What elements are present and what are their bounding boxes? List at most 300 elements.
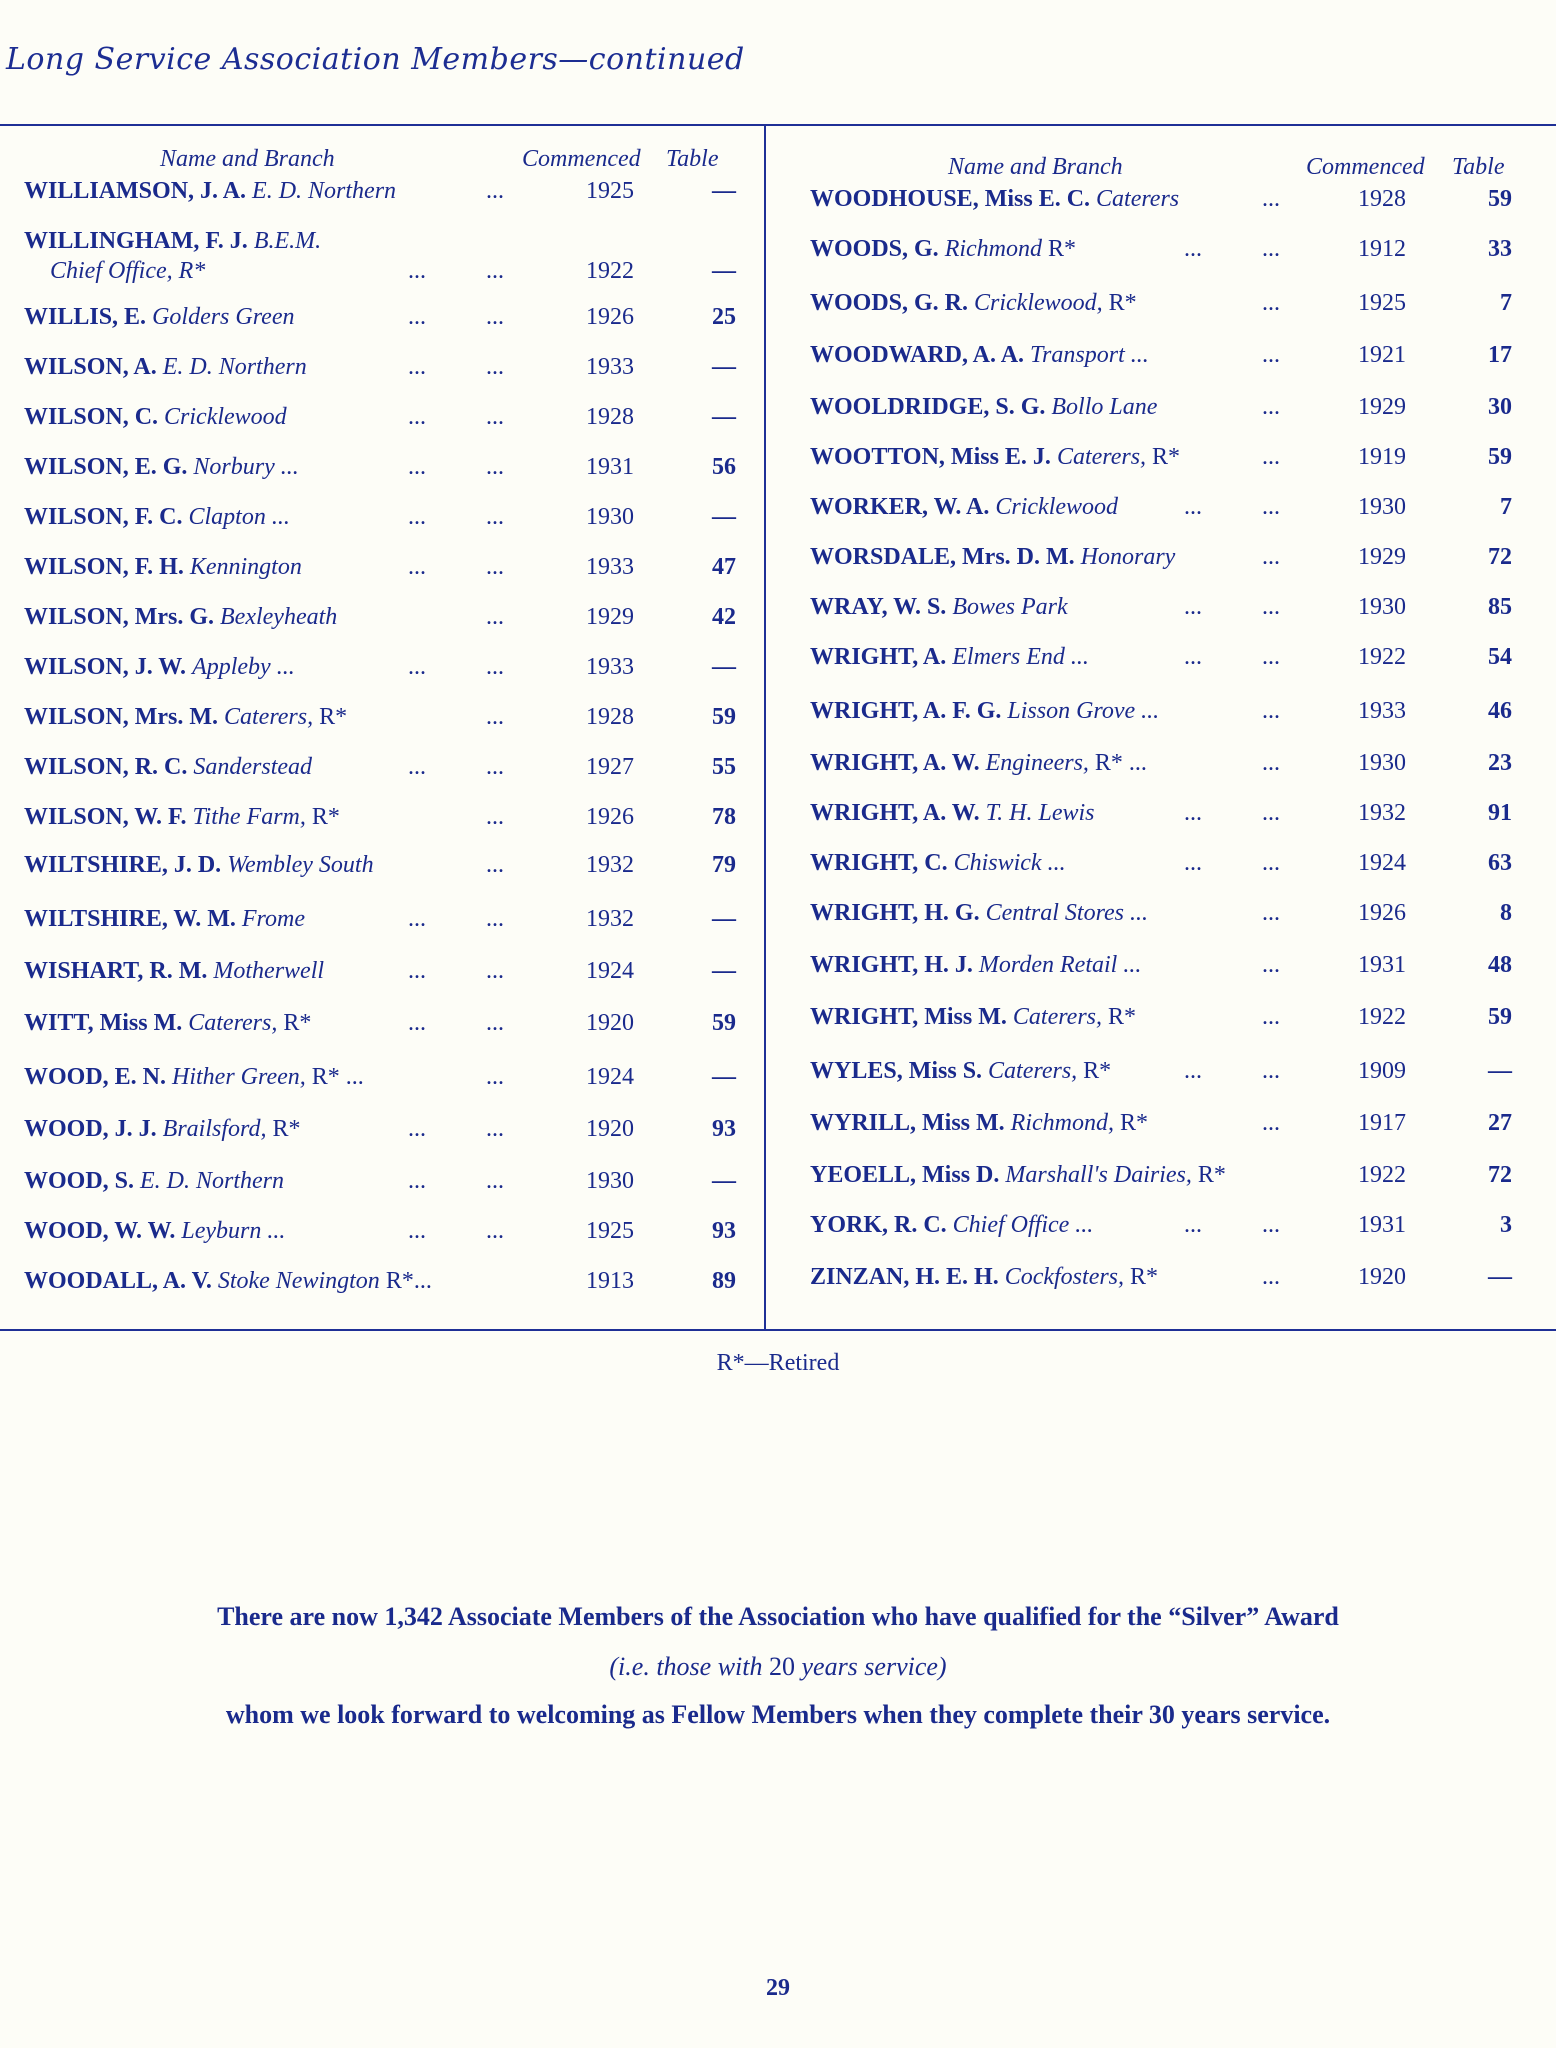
retired-mark: R* (1083, 1058, 1112, 1084)
member-branch: Caterers, (188, 1010, 278, 1036)
member-row (810, 952, 1540, 982)
leader-dots: ... (1262, 594, 1280, 620)
leader-dots: ... (1262, 1110, 1280, 1136)
leader-dots: ... (486, 304, 504, 330)
member-row (810, 644, 1540, 674)
table-number: — (712, 654, 736, 680)
member-row (810, 1110, 1540, 1140)
member-row (24, 1010, 744, 1040)
leader-dots: ... (1262, 850, 1280, 876)
leader-dots: ... (486, 852, 504, 878)
leader-dots: ... (1184, 1212, 1202, 1238)
member-row (24, 178, 744, 208)
member-row (24, 1268, 744, 1298)
table-number: 7 (1500, 494, 1512, 520)
table-number: 42 (712, 604, 736, 630)
member-row (810, 494, 1540, 524)
member-row (810, 1162, 1540, 1192)
commenced-year: 1929 (1358, 544, 1406, 570)
member-row (810, 750, 1540, 780)
member-branch: Bowes Park (952, 594, 1068, 620)
leader-dots: ... (408, 1116, 426, 1142)
commenced-year: 1932 (586, 906, 634, 932)
commenced-year: 1913 (586, 1268, 634, 1294)
leader-dots: ... (486, 804, 504, 830)
member-row (810, 698, 1540, 728)
table-number: 59 (712, 1010, 736, 1036)
table-number: 63 (1488, 850, 1512, 876)
table-number: 8 (1500, 900, 1512, 926)
leader-dots: ... (1262, 236, 1280, 262)
summary-line-1: There are now 1,342 Associate Members of the Association who have qualified for the “Silver” Award (217, 1602, 1339, 1631)
table-number: 79 (712, 852, 736, 878)
name-branch-header: Name and Branch (948, 154, 1123, 180)
table-number: 93 (712, 1116, 736, 1142)
member-row (24, 654, 744, 684)
member-name: WILSON, F. C. (24, 504, 183, 530)
retired-mark: R* (1130, 1264, 1159, 1290)
member-row (24, 1064, 744, 1094)
leader-dots: ... (408, 258, 426, 284)
table-number: 56 (712, 454, 736, 480)
table-number: 59 (1488, 1004, 1512, 1030)
leader-dots: ... (408, 1218, 426, 1244)
leader-dots: ... (408, 304, 426, 330)
summary-line-2 (0, 1652, 1556, 1682)
leader-dots: ... (408, 404, 426, 430)
commenced-year: 1933 (586, 654, 634, 680)
member-name: WOODS, G. (810, 236, 939, 262)
member-name: WOODALL, A. V. (24, 1268, 212, 1294)
leader-dots: ... (408, 454, 426, 480)
bottom-rule (0, 1329, 1556, 1331)
leader-dots: ... (1262, 1212, 1280, 1238)
leader-dots: ... (486, 258, 504, 284)
member-name: WISHART, R. M. (24, 958, 208, 984)
table-number: — (712, 504, 736, 530)
table-number: 3 (1500, 1212, 1512, 1238)
member-name: WRAY, W. S. (810, 594, 947, 620)
commenced-year: 1920 (586, 1116, 634, 1142)
member-row (810, 1212, 1540, 1242)
leader-dots: ... (486, 454, 504, 480)
leader-dots: ... (1184, 236, 1202, 262)
leader-dots: ... (1262, 394, 1280, 420)
retired-mark: R* (1152, 444, 1181, 470)
member-name: WOOLDRIDGE, S. G. (810, 394, 1046, 420)
table-number: 33 (1488, 236, 1512, 262)
commenced-year: 1925 (586, 1218, 634, 1244)
member-branch: Transport ... (1030, 342, 1149, 368)
member-branch: E. D. Northern (162, 354, 307, 380)
member-name: WRIGHT, H. G. (810, 900, 980, 926)
commenced-year: 1928 (586, 404, 634, 430)
member-name: WRIGHT, Miss M. (810, 1004, 1007, 1030)
member-branch: Chief Office ... (952, 1212, 1094, 1238)
member-name: WYLES, Miss S. (810, 1058, 983, 1084)
member-branch: Cricklewood (995, 494, 1119, 520)
table-number: — (712, 404, 736, 430)
commenced-year: 1926 (586, 804, 634, 830)
commenced-year: 1930 (1358, 750, 1406, 776)
member-row (24, 852, 744, 882)
commenced-year: 1924 (586, 958, 634, 984)
member-branch: Appleby ... (192, 654, 295, 680)
member-name: WOODHOUSE, Miss E. C. (810, 186, 1091, 212)
table-number: 47 (712, 554, 736, 580)
member-branch: Kennington (189, 554, 302, 580)
member-row (24, 304, 744, 334)
table-number: — (712, 1064, 736, 1090)
commenced-year: 1928 (1358, 186, 1406, 212)
leader-dots: ... (408, 1168, 426, 1194)
member-name: WRIGHT, H. J. (810, 952, 973, 978)
member-row (810, 342, 1540, 372)
member-name: WOOD, E. N. (24, 1064, 167, 1090)
member-branch: E. D. Northern (252, 178, 397, 204)
member-name: WILSON, C. (24, 404, 159, 430)
table-number: 59 (1488, 186, 1512, 212)
leader-dots: ... (1262, 952, 1280, 978)
table-number: 93 (712, 1218, 736, 1244)
commenced-year: 1932 (586, 852, 634, 878)
table-number: — (712, 1168, 736, 1194)
retired-mark: R* ... (311, 1064, 364, 1090)
commenced-year: 1929 (586, 604, 634, 630)
commenced-year: 1924 (586, 1064, 634, 1090)
leader-dots: ... (486, 404, 504, 430)
member-name: WOOD, W. W. (24, 1218, 176, 1244)
leader-dots: ... (486, 554, 504, 580)
commenced-year: 1927 (586, 754, 634, 780)
member-row (810, 594, 1540, 624)
commenced-year: 1932 (1358, 800, 1406, 826)
page-title: Long Service Association Members—continued (6, 42, 745, 77)
leader-dots: ... (1262, 644, 1280, 670)
member-row (810, 186, 1540, 216)
table-number: 78 (712, 804, 736, 830)
commenced-year: 1925 (586, 178, 634, 204)
commenced-year: 1933 (1358, 698, 1406, 724)
table-number: 23 (1488, 750, 1512, 776)
member-row (810, 290, 1540, 320)
member-branch: Caterers, (224, 704, 314, 730)
retired-mark: R* (311, 804, 340, 830)
member-branch: Motherwell (213, 958, 325, 984)
member-name: YEOELL, Miss D. (810, 1162, 1000, 1188)
commenced-year: 1926 (1358, 900, 1406, 926)
retired-mark: R* (1197, 1162, 1226, 1188)
commenced-year: 1933 (586, 554, 634, 580)
commenced-year: 1919 (1358, 444, 1406, 470)
member-name: WILSON, Mrs. G. (24, 604, 215, 630)
member-row (810, 1058, 1540, 1088)
retired-footnote: R*—Retired (716, 1350, 840, 1376)
table-number: 72 (1488, 1162, 1512, 1188)
commenced-year: 1931 (1358, 952, 1406, 978)
member-name: WYRILL, Miss M. (810, 1110, 1005, 1136)
leader-dots: ... (408, 906, 426, 932)
leader-dots: ... (1262, 544, 1280, 570)
member-row (24, 554, 744, 584)
member-row (24, 504, 744, 534)
member-branch: Caterers, (1012, 1004, 1102, 1030)
leader-dots: ... (486, 178, 504, 204)
leader-dots: ... (1184, 594, 1202, 620)
member-name: WILTSHIRE, W. M. (24, 906, 236, 932)
member-branch: Richmond (944, 236, 1042, 262)
table-number: 59 (712, 704, 736, 730)
member-branch: Central Stores ... (985, 900, 1149, 926)
leader-dots: ... (486, 1116, 504, 1142)
commenced-year: 1931 (1358, 1212, 1406, 1238)
leader-dots: ... (1262, 1004, 1280, 1030)
table-header: Table (666, 146, 719, 172)
leader-dots: ... (408, 958, 426, 984)
member-row (24, 404, 744, 434)
commenced-year: 1922 (1358, 644, 1406, 670)
commenced-year: 1924 (1358, 850, 1406, 876)
member-name: WILLINGHAM, F. J. (24, 228, 248, 254)
member-name: WILSON, Mrs. M. (24, 704, 218, 730)
member-branch: Caterers, (1056, 444, 1147, 470)
leader-dots: ... (1184, 494, 1202, 520)
member-branch: Marshall's Dairies, (1005, 1162, 1192, 1188)
commenced-year: 1930 (586, 504, 634, 530)
member-branch: Leyburn ... (181, 1218, 286, 1244)
member-name: WILSON, A. (24, 354, 157, 380)
member-branch: Richmond, (1010, 1110, 1114, 1136)
member-name: WRIGHT, A. W. (810, 750, 980, 776)
commenced-year: 1922 (1358, 1004, 1406, 1030)
retired-mark: R* (1108, 1004, 1137, 1030)
table-number: 89 (712, 1268, 736, 1294)
member-name: WILLIS, E. (24, 304, 147, 330)
table-number: 7 (1500, 290, 1512, 316)
retired-mark: R* (283, 1010, 312, 1036)
leader-dots: ... (1262, 290, 1280, 316)
member-branch: Cricklewood (164, 404, 287, 430)
member-row (810, 800, 1540, 830)
table-number: 59 (1488, 444, 1512, 470)
leader-dots: ... (1262, 186, 1280, 212)
member-name: WORSDALE, Mrs. D. M. (810, 544, 1075, 570)
member-branch: Bexleyheath (220, 604, 338, 630)
commenced-year: 1922 (1358, 1162, 1406, 1188)
member-name: WILSON, R. C. (24, 754, 188, 780)
member-row (24, 228, 744, 284)
commenced-year: 1931 (586, 454, 634, 480)
leader-dots: ... (408, 754, 426, 780)
commenced-year: 1926 (586, 304, 634, 330)
member-row (24, 604, 744, 634)
leader-dots: ... (486, 1010, 504, 1036)
member-row (810, 444, 1540, 474)
leader-dots: ... (408, 554, 426, 580)
commenced-year: 1920 (1358, 1264, 1406, 1290)
retired-mark: R* ... (1094, 750, 1147, 776)
member-branch: Brailsford, (162, 1116, 267, 1142)
member-branch: Chiswick ... (953, 850, 1066, 876)
member-name: WOOD, S. (24, 1168, 135, 1194)
member-name: WOOTTON, Miss E. J. (810, 444, 1051, 470)
table-number: 30 (1488, 394, 1512, 420)
retired-mark: R* (272, 1116, 301, 1142)
member-branch: Frome (241, 906, 305, 932)
member-row (24, 1116, 744, 1146)
member-name: WORKER, W. A. (810, 494, 990, 520)
member-branch: Caterers (1096, 186, 1180, 212)
commenced-header: Commenced (1306, 154, 1425, 180)
member-name: WILSON, J. W. (24, 654, 187, 680)
member-row (810, 1004, 1540, 1034)
leader-dots: ... (486, 704, 504, 730)
leader-dots: ... (486, 1064, 504, 1090)
leader-dots: ... (408, 654, 426, 680)
top-rule (0, 124, 1556, 126)
leader-dots: ... (1262, 342, 1280, 368)
leader-dots: ... (1262, 444, 1280, 470)
member-row (24, 704, 744, 734)
member-name: WOODWARD, A. A. (810, 342, 1025, 368)
member-branch: Hither Green, (172, 1064, 306, 1090)
table-header: Table (1452, 154, 1505, 180)
table-number: — (1488, 1058, 1512, 1084)
leader-dots: ... (1262, 494, 1280, 520)
leader-dots: ... (1184, 1058, 1202, 1084)
leader-dots: ... (408, 354, 426, 380)
leader-dots: ... (1184, 644, 1202, 670)
table-number: 55 (712, 754, 736, 780)
member-name: WILSON, F. H. (24, 554, 184, 580)
member-name: WITT, Miss M. (24, 1010, 183, 1036)
commenced-year: 1933 (586, 354, 634, 380)
member-row (24, 958, 744, 988)
leader-dots: ... (486, 604, 504, 630)
retired-mark: R*... (385, 1268, 432, 1294)
summary-line-2-number: 20 (768, 1652, 795, 1681)
table-number: 46 (1488, 698, 1512, 724)
leader-dots: ... (1262, 1264, 1280, 1290)
member-row (24, 1168, 744, 1198)
member-row (24, 354, 744, 384)
commenced-header: Commenced (522, 146, 641, 172)
commenced-year: 1930 (1358, 594, 1406, 620)
member-name: WILSON, W. F. (24, 804, 187, 830)
member-branch: Golders Green (152, 304, 295, 330)
commenced-year: 1909 (1358, 1058, 1406, 1084)
table-number: 48 (1488, 952, 1512, 978)
member-branch: Clapton ... (188, 504, 290, 530)
table-number: — (712, 258, 736, 284)
leader-dots: ... (1262, 900, 1280, 926)
member-row (24, 454, 744, 484)
table-number: 17 (1488, 342, 1512, 368)
member-name: WILSON, E. G. (24, 454, 188, 480)
leader-dots: ... (486, 654, 504, 680)
commenced-year: 1922 (586, 258, 634, 284)
table-number: — (712, 178, 736, 204)
leader-dots: ... (1262, 800, 1280, 826)
table-number: — (712, 354, 736, 380)
member-row (810, 236, 1540, 266)
member-name: WRIGHT, A. F. G. (810, 698, 1002, 724)
member-name: ZINZAN, H. E. H. (810, 1264, 999, 1290)
member-branch: Cockfosters, (1004, 1264, 1125, 1290)
commenced-year: 1917 (1358, 1110, 1406, 1136)
leader-dots: ... (1262, 1058, 1280, 1084)
leader-dots: ... (486, 958, 504, 984)
retired-mark: R* (1048, 236, 1077, 262)
leader-dots: ... (486, 906, 504, 932)
commenced-year: 1929 (1358, 394, 1406, 420)
member-row (24, 754, 744, 784)
member-branch: Sanderstead (193, 754, 313, 780)
member-branch: B.E.M. (253, 228, 322, 254)
member-branch: Tithe Farm, (192, 804, 306, 830)
member-branch: E. D. Northern (140, 1168, 285, 1194)
table-number: — (712, 958, 736, 984)
member-branch: Cricklewood, (974, 290, 1103, 316)
member-name: WOOD, J. J. (24, 1116, 157, 1142)
member-branch: Lisson Grove ... (1007, 698, 1160, 724)
leader-dots: ... (1184, 850, 1202, 876)
leader-dots: ... (486, 504, 504, 530)
column-divider (764, 126, 766, 1329)
leader-dots: ... (408, 504, 426, 530)
leader-dots: ... (1262, 698, 1280, 724)
commenced-year: 1920 (586, 1010, 634, 1036)
member-branch: Caterers, (988, 1058, 1078, 1084)
leader-dots: ... (408, 1010, 426, 1036)
member-name: WRIGHT, A. (810, 644, 947, 670)
leader-dots: ... (486, 1168, 504, 1194)
member-row (24, 804, 744, 834)
member-row (810, 900, 1540, 930)
summary-line-3: whom we look forward to welcoming as Fellow Members when they complete their 30 years service. (225, 1700, 1331, 1729)
member-name: YORK, R. C. (810, 1212, 947, 1238)
commenced-year: 1921 (1358, 342, 1406, 368)
name-branch-header: Name and Branch (160, 146, 335, 172)
table-number: 72 (1488, 544, 1512, 570)
commenced-year: 1925 (1358, 290, 1406, 316)
member-branch: T. H. Lewis (985, 800, 1095, 826)
member-name: WOODS, G. R. (810, 290, 969, 316)
member-row (810, 1264, 1540, 1294)
member-row (810, 394, 1540, 424)
retired-mark: R* (1119, 1110, 1148, 1136)
member-branch: Elmers End ... (952, 644, 1089, 670)
table-number: 25 (712, 304, 736, 330)
member-row (24, 906, 744, 936)
member-branch-line-2: Chief Office, R* (50, 258, 206, 284)
leader-dots: ... (1262, 750, 1280, 776)
member-name: WILTSHIRE, J. D. (24, 852, 222, 878)
member-branch: Wembley South (227, 852, 374, 878)
leader-dots: ... (486, 754, 504, 780)
member-row (810, 544, 1540, 574)
table-number: — (1488, 1264, 1512, 1290)
retired-mark: R* (1108, 290, 1137, 316)
member-branch: Morden Retail ... (978, 952, 1142, 978)
member-name: WILLIAMSON, J. A. (24, 178, 247, 204)
commenced-year: 1930 (1358, 494, 1406, 520)
commenced-year: 1912 (1358, 236, 1406, 262)
leader-dots: ... (1184, 800, 1202, 826)
summary-line-2-close: years service) (794, 1652, 947, 1681)
summary-line-2-open: (i.e. those with (609, 1652, 769, 1681)
leader-dots: ... (486, 1218, 504, 1244)
